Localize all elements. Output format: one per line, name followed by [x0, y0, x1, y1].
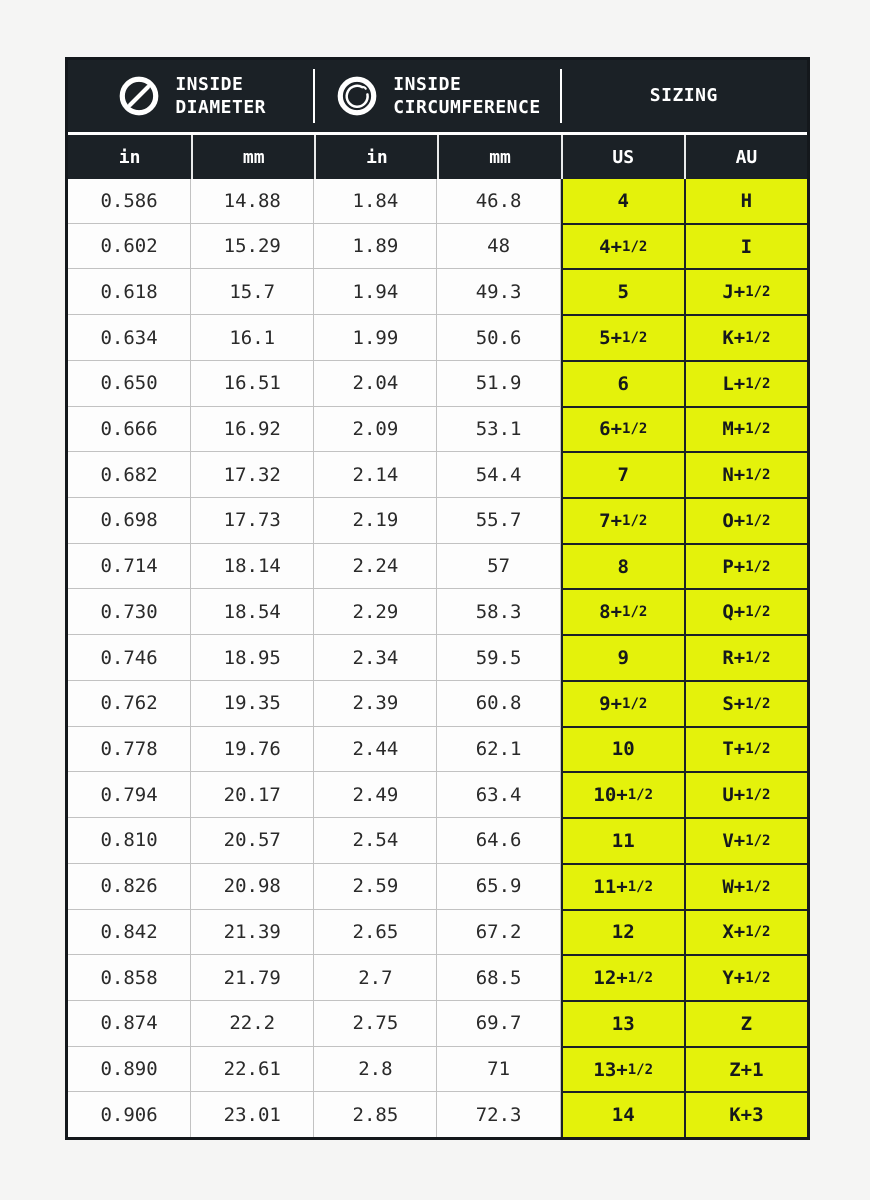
- table-row: [68, 817, 807, 863]
- table-row: [68, 1000, 807, 1046]
- diameter-in-cell: 0.634: [68, 314, 191, 360]
- table-row: [68, 634, 807, 680]
- diameter-mm-cell: 18.14: [191, 543, 314, 589]
- au-size-cell: K+3: [684, 1091, 807, 1137]
- group-label: [393, 73, 540, 120]
- us-size-cell: 5+ 1/2: [561, 314, 684, 360]
- circumference-in-cell: 2.59: [314, 863, 437, 909]
- diameter-in-cell: 0.890: [68, 1046, 191, 1092]
- circumference-in-cell: 2.14: [314, 451, 437, 497]
- group-separator: [560, 69, 562, 123]
- diameter-in-cell: 0.778: [68, 726, 191, 772]
- diameter-mm-cell: 21.79: [191, 954, 314, 1000]
- group-label: [175, 73, 266, 120]
- circumference-mm-cell: 69.7: [437, 1000, 560, 1046]
- diameter-mm-cell: 14.88: [191, 179, 314, 223]
- unit-header-diameter-in: in: [118, 146, 141, 168]
- group-label-line1: INSIDE: [175, 73, 244, 95]
- unit-header-circumference-mm: mm: [437, 135, 560, 179]
- circumference-in-cell: 2.09: [314, 406, 437, 452]
- circumference-mm-cell: 65.9: [437, 863, 560, 909]
- circumference-mm-cell: 63.4: [437, 771, 560, 817]
- diameter-in-cell: 0.826: [68, 863, 191, 909]
- circumference-in-cell: 1.89: [314, 223, 437, 269]
- circumference-mm-cell: 48: [437, 223, 560, 269]
- table-header: [68, 60, 807, 179]
- circumference-in-cell: 2.7: [314, 954, 437, 1000]
- unit-header-row: [68, 135, 807, 179]
- diameter-in-cell: 0.842: [68, 909, 191, 955]
- diameter-mm-cell: 19.35: [191, 680, 314, 726]
- diameter-icon: [116, 73, 162, 119]
- table-row: [68, 497, 807, 543]
- us-size-cell: 7: [561, 451, 684, 497]
- us-size-cell: 13: [561, 1000, 684, 1046]
- diameter-mm-cell: 20.98: [191, 863, 314, 909]
- group-label: [650, 84, 718, 107]
- au-size-cell: V+ 1/2: [684, 817, 807, 863]
- us-size-cell: 10: [561, 726, 684, 772]
- diameter-mm-cell: 16.92: [191, 406, 314, 452]
- circumference-in-cell: 2.04: [314, 360, 437, 406]
- circumference-mm-cell: 51.9: [437, 360, 560, 406]
- table-row: [68, 314, 807, 360]
- us-size-cell: 7+ 1/2: [561, 497, 684, 543]
- diameter-mm-cell: 20.57: [191, 817, 314, 863]
- circumference-in-cell: 1.99: [314, 314, 437, 360]
- au-size-cell: M+ 1/2: [684, 406, 807, 452]
- group-header-row: [68, 60, 807, 135]
- circumference-in-cell: 2.19: [314, 497, 437, 543]
- circumference-in-cell: 2.34: [314, 634, 437, 680]
- us-size-cell: 13+ 1/2: [561, 1046, 684, 1092]
- circumference-mm-cell: 67.2: [437, 909, 560, 955]
- diameter-mm-cell: 15.29: [191, 223, 314, 269]
- au-size-cell: Q+ 1/2: [684, 588, 807, 634]
- au-size-cell: Z: [684, 1000, 807, 1046]
- au-size-cell: T+ 1/2: [684, 726, 807, 772]
- circumference-mm-cell: 57: [437, 543, 560, 589]
- diameter-in-cell: 0.698: [68, 497, 191, 543]
- au-size-cell: L+ 1/2: [684, 360, 807, 406]
- us-size-cell: 12+ 1/2: [561, 954, 684, 1000]
- us-size-cell: 10+ 1/2: [561, 771, 684, 817]
- group-label-line1: INSIDE: [393, 73, 462, 95]
- us-size-cell: 11: [561, 817, 684, 863]
- diameter-mm-cell: 16.51: [191, 360, 314, 406]
- us-size-cell: 8+ 1/2: [561, 588, 684, 634]
- diameter-mm-cell: 20.17: [191, 771, 314, 817]
- diameter-mm-cell: 18.54: [191, 588, 314, 634]
- table-row: [68, 179, 807, 223]
- circumference-mm-cell: 68.5: [437, 954, 560, 1000]
- unit-header-diameter-mm: mm: [191, 135, 314, 179]
- diameter-in-cell: 0.586: [68, 179, 191, 223]
- table-row: [68, 680, 807, 726]
- circumference-mm-cell: 46.8: [437, 179, 560, 223]
- us-size-cell: 14: [561, 1091, 684, 1137]
- table-row: [68, 406, 807, 452]
- circumference-in-cell: 2.44: [314, 726, 437, 772]
- diameter-mm-cell: 22.61: [191, 1046, 314, 1092]
- au-size-cell: U+ 1/2: [684, 771, 807, 817]
- circumference-mm-cell: 72.3: [437, 1091, 560, 1137]
- table-row: [68, 588, 807, 634]
- table-row: [68, 771, 807, 817]
- au-size-cell: I: [684, 223, 807, 269]
- group-sizing: [561, 60, 807, 132]
- table-row: [68, 268, 807, 314]
- diameter-in-cell: 0.618: [68, 268, 191, 314]
- table-row: [68, 451, 807, 497]
- diameter-in-cell: 0.810: [68, 817, 191, 863]
- circumference-in-cell: 1.84: [314, 179, 437, 223]
- diameter-mm-cell: 17.32: [191, 451, 314, 497]
- unit-header-circumference-in: in: [314, 135, 437, 179]
- us-size-cell: 5: [561, 268, 684, 314]
- diameter-mm-cell: 16.1: [191, 314, 314, 360]
- diameter-in-cell: 0.746: [68, 634, 191, 680]
- group-label-line2: CIRCUMFERENCE: [393, 97, 541, 118]
- group-separator: [313, 69, 315, 123]
- circumference-mm-cell: 64.6: [437, 817, 560, 863]
- table-row: [68, 543, 807, 589]
- au-size-cell: R+ 1/2: [684, 634, 807, 680]
- table-body: [68, 179, 807, 1137]
- diameter-in-cell: 0.730: [68, 588, 191, 634]
- table-row: [68, 1091, 807, 1137]
- group-inside-circumference: [314, 60, 560, 132]
- unit-header-us-size: US: [561, 135, 684, 179]
- unit-header-au-size: AU: [684, 135, 807, 179]
- circumference-in-cell: 2.85: [314, 1091, 437, 1137]
- us-size-cell: 8: [561, 543, 684, 589]
- us-size-cell: 6: [561, 360, 684, 406]
- au-size-cell: S+ 1/2: [684, 680, 807, 726]
- au-size-cell: J+ 1/2: [684, 268, 807, 314]
- diameter-mm-cell: 21.39: [191, 909, 314, 955]
- diameter-in-cell: 0.650: [68, 360, 191, 406]
- diameter-mm-cell: 15.7: [191, 268, 314, 314]
- table-row: [68, 909, 807, 955]
- group-inside-diameter: [68, 60, 314, 132]
- circumference-in-cell: 2.8: [314, 1046, 437, 1092]
- table-row: [68, 954, 807, 1000]
- diameter-mm-cell: 19.76: [191, 726, 314, 772]
- circumference-mm-cell: 49.3: [437, 268, 560, 314]
- circumference-mm-cell: 53.1: [437, 406, 560, 452]
- circumference-mm-cell: 54.4: [437, 451, 560, 497]
- us-size-cell: 9+ 1/2: [561, 680, 684, 726]
- au-size-cell: N+ 1/2: [684, 451, 807, 497]
- circumference-in-cell: 2.75: [314, 1000, 437, 1046]
- circumference-in-cell: 2.24: [314, 543, 437, 589]
- ring-size-table: [65, 57, 810, 1140]
- table-row: [68, 360, 807, 406]
- circumference-mm-cell: 62.1: [437, 726, 560, 772]
- au-size-cell: O+ 1/2: [684, 497, 807, 543]
- table-row: [68, 1046, 807, 1092]
- circumference-mm-cell: 60.8: [437, 680, 560, 726]
- table-row: [68, 223, 807, 269]
- diameter-in-cell: 0.762: [68, 680, 191, 726]
- us-size-cell: 9: [561, 634, 684, 680]
- group-label-line1: SIZING: [649, 85, 718, 107]
- au-size-cell: Y+ 1/2: [684, 954, 807, 1000]
- circumference-mm-cell: 59.5: [437, 634, 560, 680]
- circumference-in-cell: 2.54: [314, 817, 437, 863]
- us-size-cell: 12: [561, 909, 684, 955]
- diameter-in-cell: 0.858: [68, 954, 191, 1000]
- diameter-in-cell: 0.666: [68, 406, 191, 452]
- circumference-in-cell: 2.49: [314, 771, 437, 817]
- diameter-mm-cell: 18.95: [191, 634, 314, 680]
- diameter-in-cell: 0.682: [68, 451, 191, 497]
- au-size-cell: Z+1: [684, 1046, 807, 1092]
- diameter-in-cell: 0.602: [68, 223, 191, 269]
- diameter-in-cell: 0.906: [68, 1091, 191, 1137]
- circumference-icon: [334, 73, 380, 119]
- circumference-mm-cell: 71: [437, 1046, 560, 1092]
- diameter-mm-cell: 17.73: [191, 497, 314, 543]
- us-size-cell: 4: [561, 179, 684, 223]
- us-size-cell: 6+ 1/2: [561, 406, 684, 452]
- table-row: [68, 726, 807, 772]
- au-size-cell: X+ 1/2: [684, 909, 807, 955]
- au-size-cell: H: [684, 179, 807, 223]
- diameter-in-cell: 0.874: [68, 1000, 191, 1046]
- us-size-cell: 4+ 1/2: [561, 223, 684, 269]
- circumference-mm-cell: 50.6: [437, 314, 560, 360]
- us-size-cell: 11+ 1/2: [561, 863, 684, 909]
- circumference-in-cell: 2.29: [314, 588, 437, 634]
- circumference-in-cell: 2.65: [314, 909, 437, 955]
- au-size-cell: P+ 1/2: [684, 543, 807, 589]
- diameter-mm-cell: 23.01: [191, 1091, 314, 1137]
- circumference-in-cell: 2.39: [314, 680, 437, 726]
- circumference-mm-cell: 55.7: [437, 497, 560, 543]
- au-size-cell: K+ 1/2: [684, 314, 807, 360]
- diameter-in-cell: 0.794: [68, 771, 191, 817]
- group-label-line2: DIAMETER: [175, 97, 267, 118]
- diameter-mm-cell: 22.2: [191, 1000, 314, 1046]
- circumference-in-cell: 1.94: [314, 268, 437, 314]
- au-size-cell: W+ 1/2: [684, 863, 807, 909]
- table-row: [68, 863, 807, 909]
- circumference-mm-cell: 58.3: [437, 588, 560, 634]
- diameter-in-cell: 0.714: [68, 543, 191, 589]
